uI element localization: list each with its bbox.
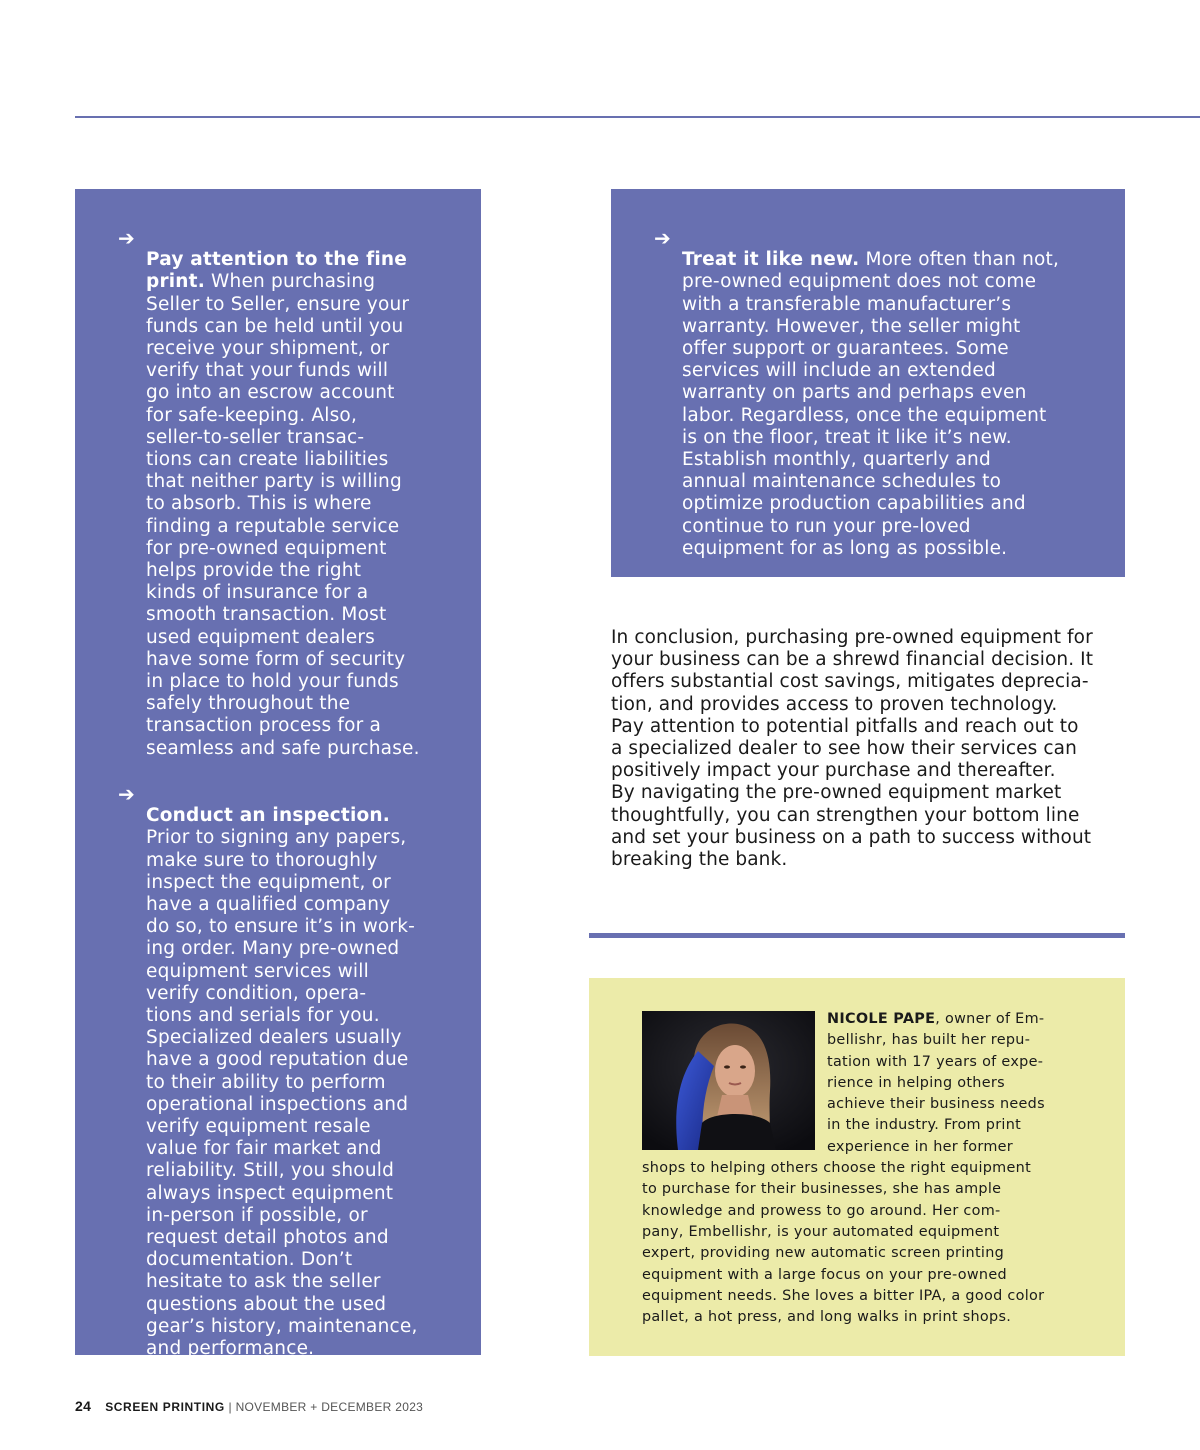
- author-name: NICOLE PAPE: [827, 1011, 936, 1027]
- author-bio-box: [589, 978, 1125, 1356]
- arrow-right-icon: ➔: [118, 782, 135, 806]
- tip-lead: Pay attention to the fine print.: [146, 249, 407, 293]
- arrow-right-icon: ➔: [654, 226, 671, 250]
- author-bio-body: , owner of Em- bellishr, has built her repu- tation with 17 years of expe- rience in helping others achieve their business needs in the industry. From print experience in her former shops to helping others choose the right equipment to purchase for their businesses, she has ample knowledge and prowess to go around. Her com- pany, Embellishr, is your automated equipment expert, providing new automatic screen printing equipment with a large focus on your pre-owned equipment needs. She loves a bitter IPA, a good color pallet, a hot press, and long walks in print shops.: [642, 1011, 1045, 1326]
- sidebar-tips-left: [75, 189, 481, 1360]
- tip-lead: Treat it like new.: [682, 249, 860, 271]
- tip-body: More often than not, pre-owned equipment does not come with a transferable manufacturer’s warranty. However, the seller might offer support or guarantees. Some services will include an extended warranty on parts and perhaps even labor. Regardless, once the equipment is on the floor, treat it like it’s new. Establish monthly, quarterly and annual maintenance schedules to optimize production capabilities and continue to run your pre-loved equipment for as long as possible.: [682, 249, 1060, 559]
- section-divider: [589, 933, 1125, 938]
- author-portrait: [642, 1011, 815, 1150]
- tip-body: When purchasing Seller to Seller, ensure your funds can be held until you receive your shipment, or verify that your funds will go into an escrow account for safe-keeping. Also, seller-to-seller transac- tions can create liabilities that neither party is willing to absorb. This is where finding a reputable service for pre-owned equipment helps provide the right kinds of insurance for a smooth transaction. Most used equipment dealers have some form of security in place to hold your funds safely throughout the transaction process for a seamless and safe purchase.: [146, 271, 420, 759]
- top-rule: [75, 116, 1200, 118]
- magazine-name: SCREEN PRINTING: [105, 1400, 225, 1414]
- arrow-right-icon: ➔: [118, 226, 135, 250]
- tip-fine-print: [118, 226, 476, 760]
- page-footer: [75, 1398, 423, 1414]
- page-number: 24: [75, 1398, 92, 1414]
- issue-date: NOVEMBER + DECEMBER 2023: [235, 1400, 424, 1414]
- conclusion-paragraph: In conclusion, purchasing pre-owned equipment for your business can be a shrewd financial decision. It offers substantial cost savings, mitigates deprecia- tion, and provides access to proven technology. Pay attention to potential pitfalls and reach out to a specialized dealer to see how their services can positively impact your purchase and thereafter. By navigating the pre-owned equipment market thoughtfully, you can strengthen your bottom line and set your business on a path to success without breaking the bank.: [611, 627, 1094, 871]
- tip-inspection: [118, 782, 476, 1360]
- tip-treat-like-new: [654, 226, 1122, 560]
- tip-lead: Conduct an inspection.: [146, 805, 390, 827]
- sidebar-tips-right: [611, 189, 1125, 577]
- tip-body: Prior to signing any papers, make sure to thoroughly inspect the equipment, or have a qualified company do so, to ensure it’s in work- ing order. Many pre-owned equipment services will verify condition, opera- tions and serials for you. Specialized dealers usually have a good reputation due to their ability to perform operational inspections and verify equipment resale value for fair market and reliability. Still, you should always inspect equipment in-person if possible, or request detail photos and documentation. Don’t hesitate to ask the seller questions about the used gear’s history, maintenance, and performance.: [146, 827, 418, 1360]
- footer-separator: |: [224, 1400, 236, 1414]
